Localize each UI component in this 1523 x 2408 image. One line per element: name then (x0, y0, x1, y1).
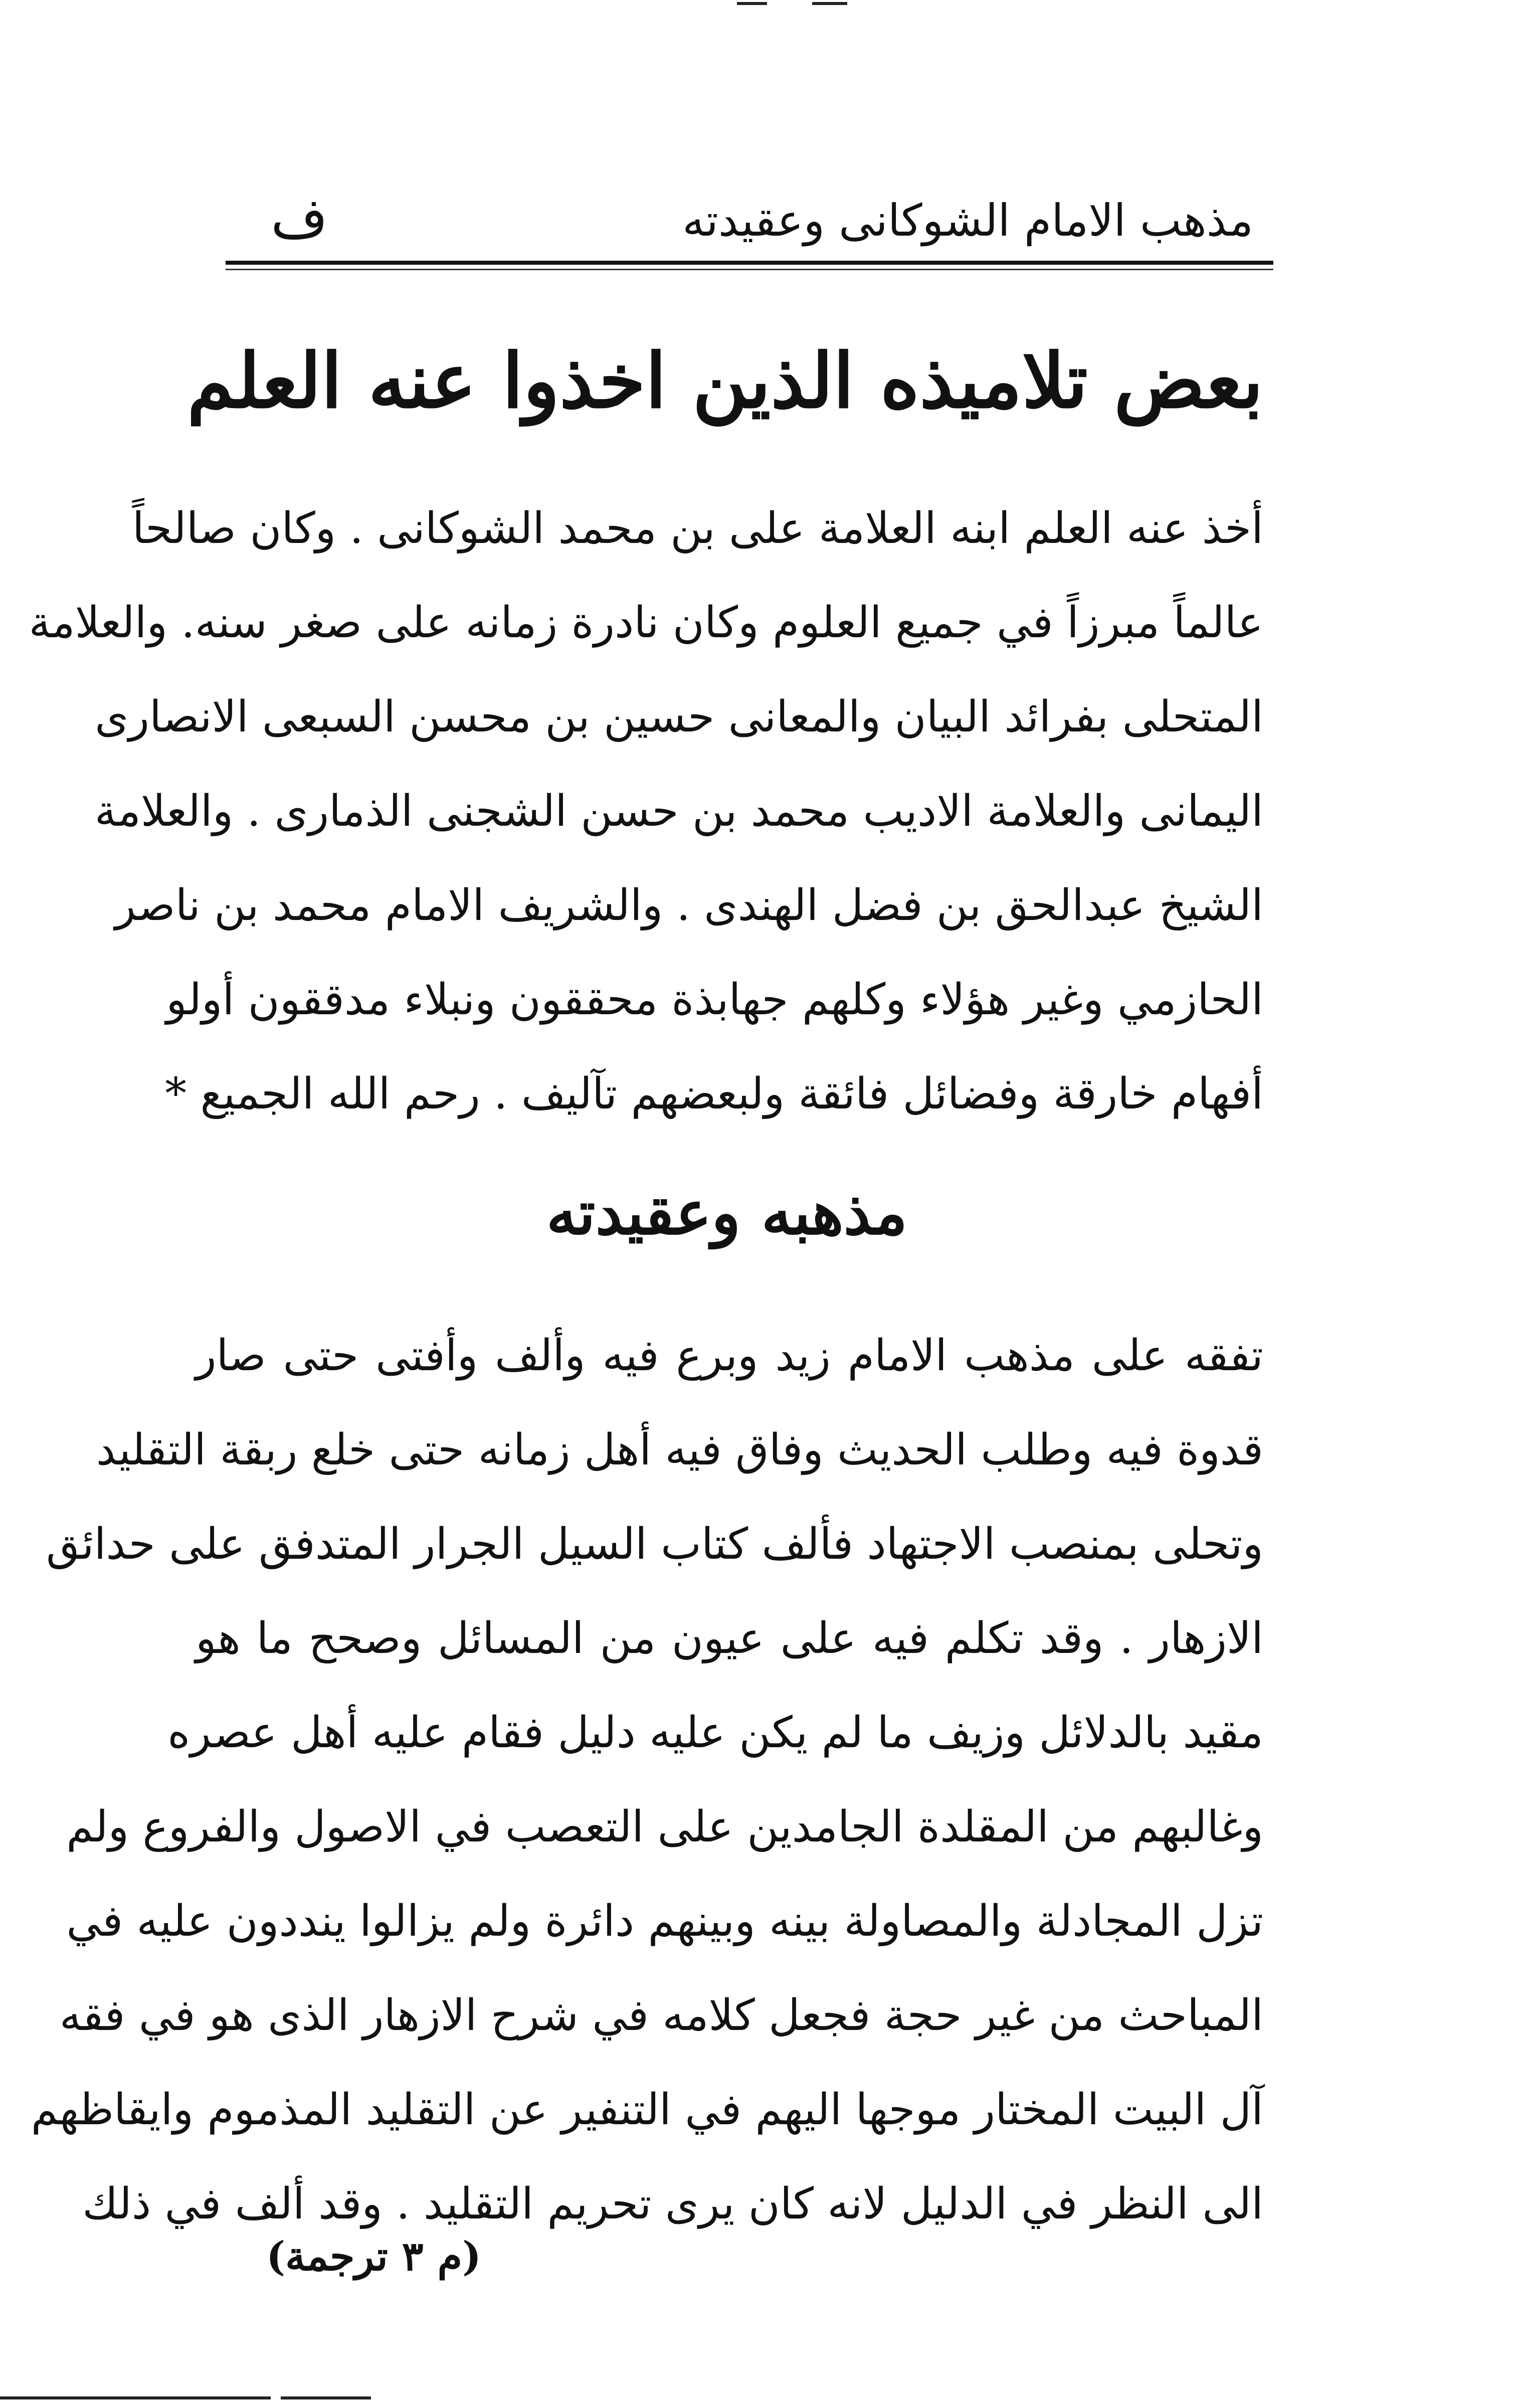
text-line: المتحلى بفرائد البيان والمعانى حسين بن محسن السبعى الانصارى (95, 692, 1263, 742)
signature-mark: (م ٣ ترجمة) (266, 2233, 481, 2280)
page-header (261, 180, 1253, 261)
text-line: الحازمي وغير هؤلاء وكلهم جهابذة محققون ونبلاء مدققون أولو (166, 975, 1263, 1025)
top-scan-marks (727, 0, 857, 6)
section-heading-doctrine: مذهبه وعقيدته (546, 1178, 908, 1248)
paragraph-doctrine (31, 1309, 1263, 2251)
text-line: اليمانى والعلامة الاديب محمد بن حسن الشجنى الذمارى . والعلامة (94, 786, 1263, 836)
text-line: الازهار . وقد تكلم فيه على عيون من المسائل وصحح ما هو (196, 1613, 1263, 1663)
text-line: آل البيت المختار موجها اليهم في التنفير عن التقليد المذموم وايقاظهم (31, 2085, 1263, 2135)
text-line: الى النظر في الدليل لانه كان يرى تحريم التقليد . وقد ألف في ذلك (82, 2179, 1263, 2229)
text-line: أفهام خارقة وفضائل فائقة ولبعضهم تآليف . رحم الله الجميع * (165, 1069, 1263, 1119)
text-line: وتحلى بمنصب الاجتهاد فألف كتاب السيل الجرار المتدفق على حدائق (46, 1519, 1263, 1569)
bottom-scan-marks (0, 2395, 1523, 2400)
section-heading-students: بعض تلاميذه الذين اخذوا عنه العلم (187, 337, 1263, 425)
header-rule-secondary (226, 269, 1273, 270)
page-number: ف (271, 186, 328, 250)
text-line: الشيخ عبدالحق بن فضل الهندى . والشريف الامام محمد بن ناصر (115, 880, 1263, 931)
running-title: مذهب الامام الشوكانى وعقيدته (682, 195, 1253, 246)
text-line: عالماً مبرزاً في جميع العلوم وكان نادرة زمانه على صغر سنه. والعلامة (29, 598, 1263, 648)
text-line: المباحث من غير حجة فجعل كلامه في شرح الازهار الذى هو في فقه (59, 1990, 1263, 2041)
text-line: وغالبهم من المقلدة الجامدين على التعصب في الاصول والفروع ولم (66, 1802, 1263, 1852)
text-line: تزل المجادلة والمصاولة بينه وبينهم دائرة ولم يزالوا ينددون عليه في (66, 1896, 1263, 1946)
paragraph-students (29, 481, 1263, 1141)
text-line: أخذ عنه العلم ابنه العلامة على بن محمد الشوكانى . وكان صالحاً (132, 503, 1263, 553)
text-line: مقيد بالدلائل وزيف ما لم يكن عليه دليل فقام عليه أهل عصره (167, 1708, 1263, 1758)
text-line: قدوة فيه وطلب الحديث وفاق فيه أهل زمانه حتى خلع ربقة التقليد (96, 1425, 1263, 1475)
text-line: تفقه على مذهب الامام زيد وبرع فيه وألف وأفتى حتى صار (196, 1331, 1263, 1381)
header-rule (226, 261, 1273, 265)
